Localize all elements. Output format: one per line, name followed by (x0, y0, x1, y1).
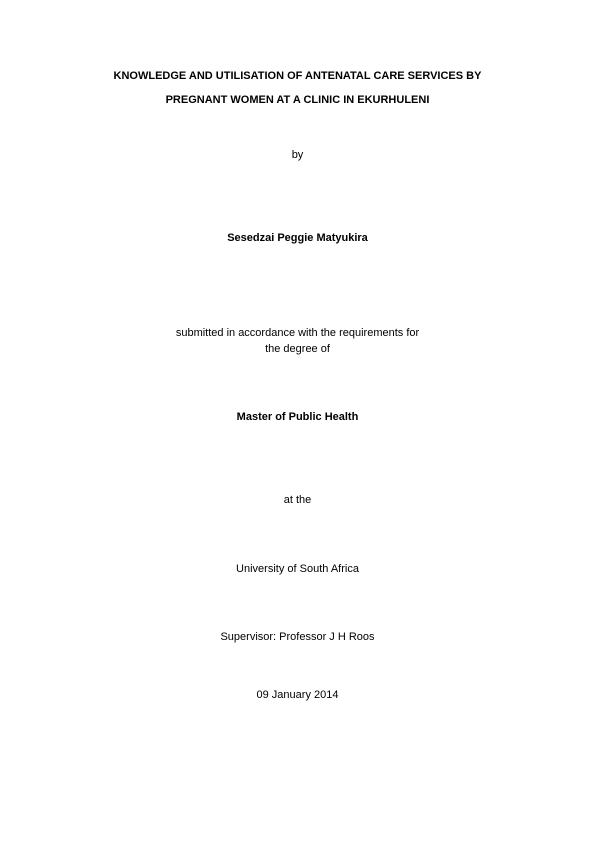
university-name: University of South Africa (236, 563, 359, 575)
submission-date: 09 January 2014 (256, 689, 339, 701)
degree-name: Master of Public Health (236, 411, 359, 423)
at-the-label: at the (283, 494, 312, 506)
by-label: by (291, 149, 304, 161)
author-name: Sesedzai Peggie Matyukira (227, 232, 368, 244)
submission-statement-line-2: the degree of (265, 343, 330, 355)
submission-statement-line-1: submitted in accordance with the requirements for (175, 327, 420, 339)
supervisor-line: Supervisor: Professor J H Roos (220, 631, 375, 643)
thesis-title-line-1: KNOWLEDGE AND UTILISATION OF ANTENATAL CARE SERVICES BY (113, 70, 482, 82)
thesis-title-line-2: PREGNANT WOMEN AT A CLINIC IN EKURHULENI (165, 94, 430, 106)
